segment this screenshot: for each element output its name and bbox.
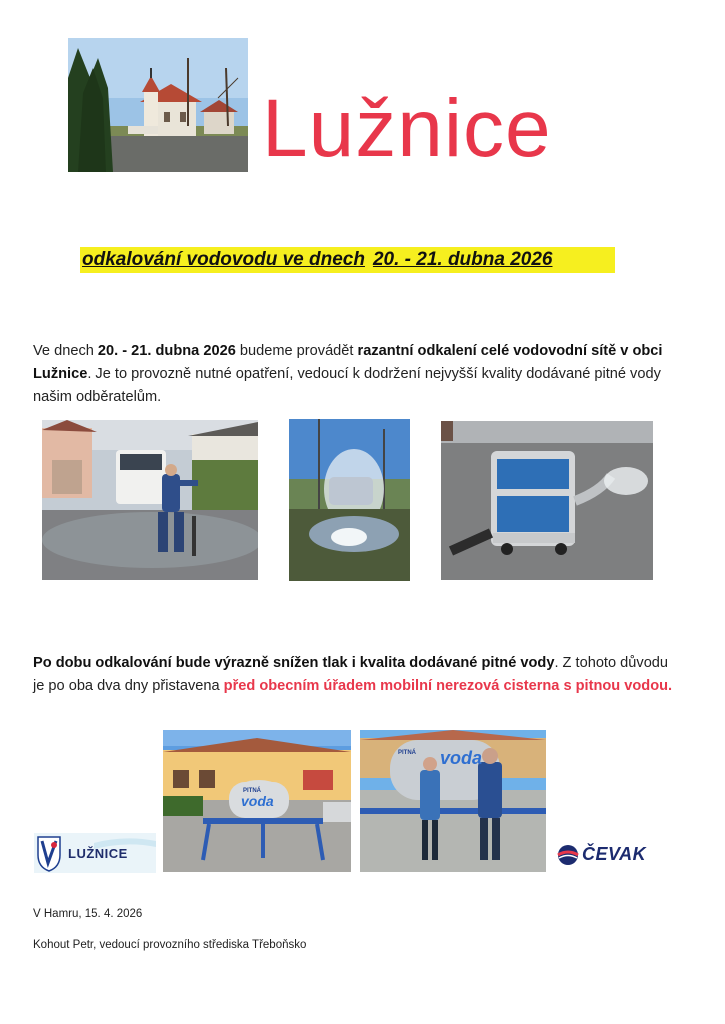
tank-brand-main-2: voda: [440, 748, 483, 768]
tank-brand-main: voda: [241, 793, 274, 809]
photo-worker-flushing: [42, 420, 258, 580]
cevak-logo-text: ČEVAK: [582, 844, 647, 864]
para1-emphasis: razantní odkalení celé vodovodní sítě v obci Lužnice: [33, 343, 663, 382]
subheading-dates: 20. - 21. dubna 2026: [372, 249, 553, 270]
para1-text-2: budeme provádět: [235, 343, 358, 359]
place-date: V Hamru, 15. 4. 2026: [33, 908, 143, 920]
tank-brand-top-2: PITNÁ: [398, 750, 416, 756]
para1-dates: 20. - 21. dubna 2026: [97, 343, 236, 359]
intro-paragraph: [33, 340, 673, 409]
para2-emphasis: Po dobu odkalování bude výrazně snížen tlak i kvalita dodávané pitné vody: [33, 655, 555, 671]
para2-highlight: před obecním úřadem mobilní nerezová cisterna s pitnou vodou.: [223, 678, 673, 694]
cevak-logo: [556, 843, 656, 867]
notice-paragraph: [33, 652, 673, 698]
luznice-logo: [34, 833, 156, 873]
photo-water-tank: [163, 730, 351, 872]
signature: Kohout Petr, vedoucí provozního střediska Třeboňsko: [33, 939, 307, 951]
para1-text-1: Ve dnech: [33, 343, 98, 359]
luznice-logo-text: LUŽNICE: [68, 846, 128, 861]
photo-hydrant-fountain: [289, 419, 410, 581]
church-photo: [68, 38, 248, 172]
photo-people-with-tank: [360, 730, 546, 872]
subheading-text: odkalování vodovodu ve dnech: [82, 249, 365, 270]
para1-text-3: . Je to provozně nutné opatření, vedoucí k dodržení nejvyšší kvality dodávané pitné vody našim odběratelům.: [33, 366, 661, 405]
page-title: Lužnice: [262, 83, 552, 174]
tank-brand-top: PITNÁ: [243, 788, 261, 794]
cevak-logo-icon: [556, 843, 580, 867]
subheading-banner: [80, 247, 615, 273]
photo-flushing-machine: [441, 421, 653, 580]
para2-text: . Z tohoto důvodu je po oba dva dny přistavena: [33, 655, 669, 694]
